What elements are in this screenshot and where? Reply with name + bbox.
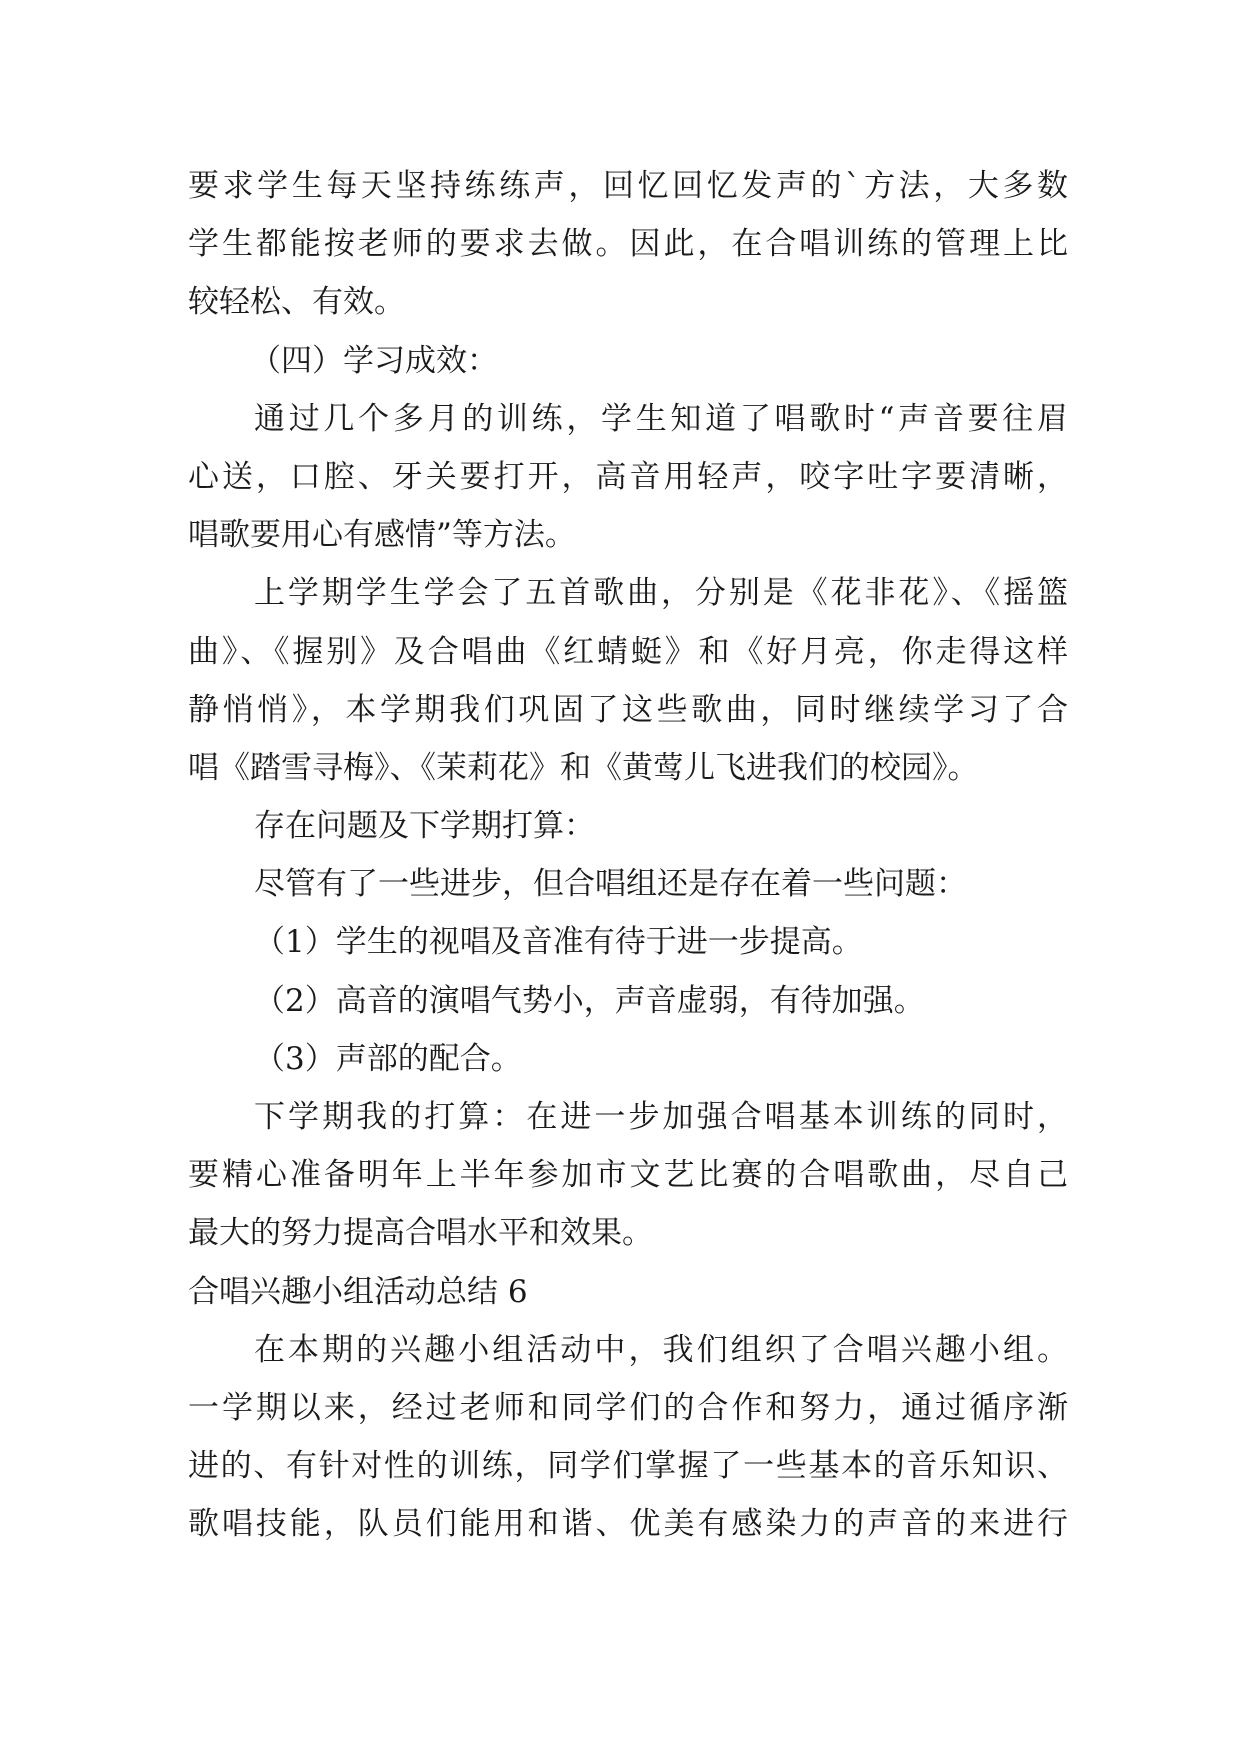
paragraph-line: 下学期我的打算：在进一步加强合唱基本训练的同时， — [254, 1099, 1068, 1135]
paragraph-line: 尽管有了一些进步，但合唱组还是存在着一些问题： — [254, 866, 967, 903]
paragraph-line: 心送，口腔、牙关要打开，高音用轻声，咬字吐字要清晰， — [188, 458, 1068, 495]
paragraph-line: 在本期的兴趣小组活动中，我们组织了合唱兴趣小组。 — [254, 1331, 1068, 1368]
list-item: （3）声部的配合。 — [254, 1040, 522, 1077]
section-heading: （四）学习成效： — [250, 342, 498, 379]
paragraph-line: 要精心准备明年上半年参加市文艺比赛的合唱歌曲，尽自己 — [188, 1157, 1068, 1194]
document-body — [188, 157, 1068, 1554]
paragraph-line: 唱歌要用心有感情”等方法。 — [188, 517, 576, 554]
paragraph-line: 进的、有针对性的训练，同学们掌握了一些基本的音乐知识、 — [188, 1448, 1068, 1485]
paragraph-line: 通过几个多月的训练，学生知道了唱歌时“声音要往眉 — [254, 400, 1068, 437]
paragraph-line: 歌唱技能，队员们能用和谐、优美有感染力的声音的来进行 — [188, 1506, 1068, 1543]
section-title: 合唱兴趣小组活动总结 6 — [188, 1273, 528, 1310]
paragraph-line: 一学期以来，经过老师和同学们的合作和努力，通过循序渐 — [188, 1389, 1068, 1426]
paragraph-line: 曲》、《握别》及合唱曲《红蜻蜓》和《好月亮，你走得这样 — [188, 633, 1068, 670]
paragraph-line: 要求学生每天坚持练练声，回忆回忆发声的`方法，大多数 — [188, 168, 1068, 204]
paragraph-line: 静悄悄》，本学期我们巩固了这些歌曲，同时继续学习了合 — [188, 691, 1068, 728]
paragraph-line: 学生都能按老师的要求去做。因此，在合唱训练的管理上比 — [188, 226, 1068, 263]
paragraph-line: 唱《踏雪寻梅》、《茉莉花》和《黄莺儿飞进我们的校园》。 — [188, 749, 979, 786]
list-item: （1）学生的视唱及音准有待于进一步提高。 — [254, 924, 863, 961]
paragraph-line: 较轻松、有效。 — [188, 284, 405, 321]
section-heading: 存在问题及下学期打算： — [254, 808, 595, 845]
paragraph-line: 上学期学生学会了五首歌曲，分别是《花非花》、《摇篮 — [254, 575, 1068, 612]
list-item: （2）高音的演唱气势小，声音虚弱，有待加强。 — [254, 982, 925, 1019]
paragraph-line: 最大的努力提高合唱水平和效果。 — [188, 1215, 653, 1252]
